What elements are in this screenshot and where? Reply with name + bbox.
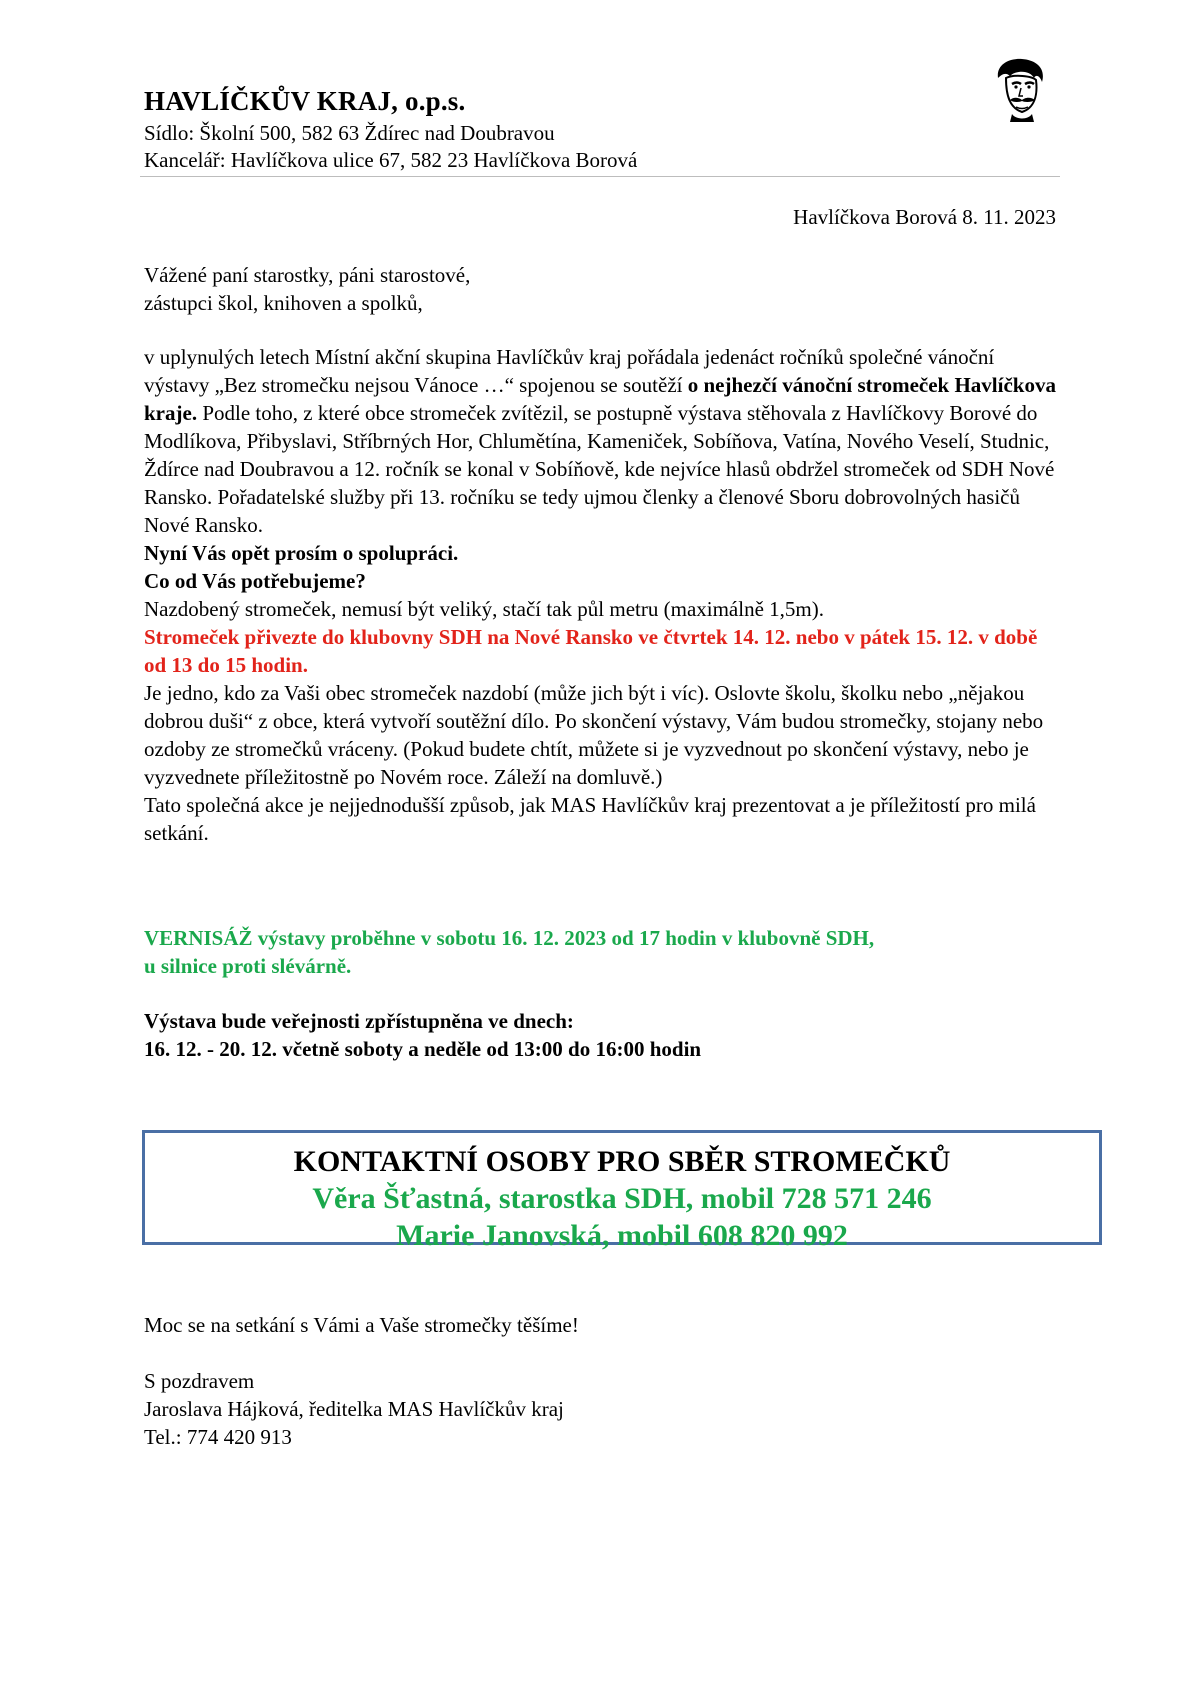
salutation-line-2: zástupci škol, knihoven a spolků, [144,291,423,315]
decoration-paragraph: Je jedno, kdo za Vaši obec stromeček nazdobí (může jich být i víc). Oslovte školu, školku nebo „nějakou dobrou duši“ z obce, která vytvoří soutěžní dílo. Po skončení výstavy, Vám budou stromečky, stojany nebo ozdoby ze stromečků vráceny. (Pokud budete chtít, můžete si je vyzvednout po skončení výstavy, nebo je vyzvednete příležitostně po Novém roce. Záleží na domluvě.) [144,681,1044,789]
contact-box [142,1130,1102,1252]
exhibition-dates [144,1007,1064,1063]
contact-person-1: Věra Šťastná, starostka SDH, mobil 728 571 246 [312,1182,932,1215]
salutation [144,261,1064,317]
contact-person-2: Marie Janovská, mobil 608 820 992 [396,1219,848,1252]
intro-paragraph [144,343,1064,539]
needs-answer: Nazdobený stromeček, nemusí být veliký, stačí tak půl metru (maximálně 1,5m). [144,597,824,621]
exhibition-line-1: Výstava bude veřejnosti zpřístupněna ve dnech: [144,1009,574,1033]
signatory-phone: Tel.: 774 420 913 [144,1425,292,1449]
cooperation-request: Nyní Vás opět prosím o spolupráci. [144,541,459,565]
exhibition-line-2: 16. 12. - 20. 12. včetně soboty a neděle od 13:00 do 16:00 hodin [144,1037,702,1061]
signature-block [144,1367,1064,1451]
organization-office: Kancelář: Havlíčkova ulice 67, 582 23 Havlíčkova Borová [144,148,638,172]
vernissage-line-2: u silnice proti slévárně. [144,954,352,978]
contact-title: KONTAKTNÍ OSOBY PRO SBĚR STROMEČKŮ [293,1145,951,1178]
salutation-line-1: Vážené paní starostky, páni starostové, [144,263,471,287]
intro-text-end: Podle toho, z které obce stromeček zvítězil, se postupně výstava stěhovala z Havlíčkovy Borové do Modlíkova, Přibyslavi, Stříbrných Hor, Chlumětína, Kameniček, Sobíňova, Vatína, Nového Veselí, Studnic, Ždírce nad Doubravou a 12. ročník se konal v Sobíňově, kde nejvíce hlasů obdržel stromeček od SDH Nové Ransko. Pořadatelské služby při 13. ročníku se tedy ujmou členky a členové Sboru dobrovolných hasičů Nové Ransko. [144,401,1055,537]
vernissage-line-1: VERNISÁŽ výstavy proběhne v sobotu 16. 12. 2023 od 17 hodin v klubovně SDH, [144,926,875,950]
intro-text-start: v uplynulých letech Místní akční skupina Havlíčkův kraj pořádala jedenáct ročníků společné vánoční výstavy „Bez stromečku nejsou Vánoce …“ spojenou se soutěží [144,345,995,397]
letter-date: Havlíčkova Borová 8. 11. 2023 [793,205,1056,229]
header-divider [140,176,1060,177]
closing-wish: Moc se na setkání s Vámi a Vaše stromečky těšíme! [144,1313,579,1337]
needs-question: Co od Vás potřebujeme? [144,569,366,593]
letter-body [144,343,1064,847]
delivery-instructions: Stromeček přivezte do klubovny SDH na Nové Ransko ve čtvrtek 14. 12. nebo v pátek 15. 12. v době od 13 do 15 hodin. [144,625,1038,677]
portrait-logo [990,56,1050,122]
vernissage-notice [144,924,1064,980]
contest-name: o nejhezčí vánoční stromeček Havlíčkova kraje. [144,373,1056,425]
signatory: Jaroslava Hájková, ředitelka MAS Havlíčkův kraj [144,1397,564,1421]
organization-seat: Sídlo: Školní 500, 582 63 Ždírec nad Doubravou [144,121,555,145]
promo-paragraph: Tato společná akce je nejjednodušší způsob, jak MAS Havlíčkův kraj prezentovat a je příležitostí pro milá setkání. [144,793,1036,845]
regards: S pozdravem [144,1369,255,1393]
organization-name: HAVLÍČKŮV KRAJ, o.p.s. [144,86,466,116]
